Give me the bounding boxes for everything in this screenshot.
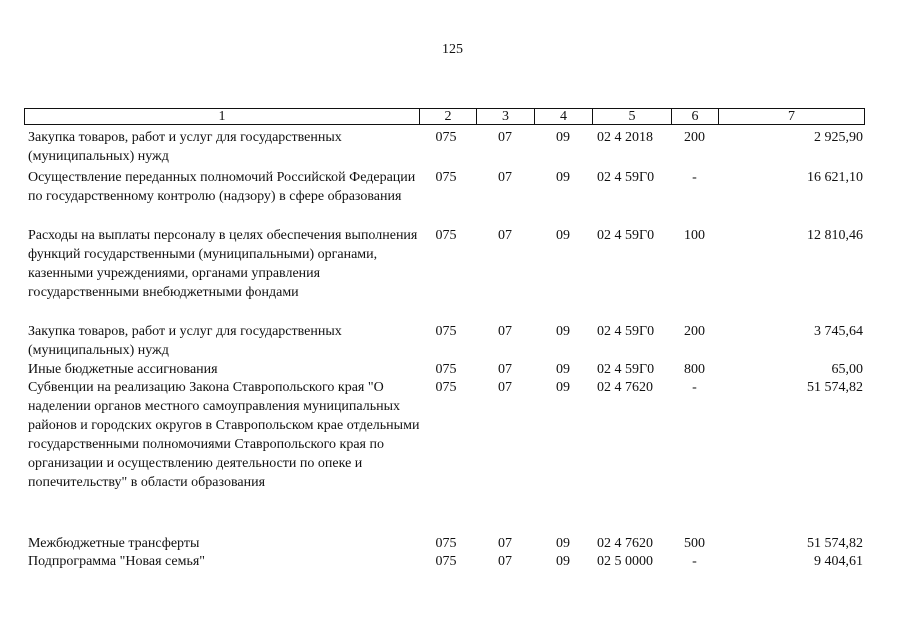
row-col-5: 02 4 59Г0 (597, 324, 655, 339)
row-col-2: 075 (435, 170, 457, 185)
row-col-7: 51 574,82 (807, 536, 863, 551)
row-col-4: 09 (556, 228, 570, 243)
row-col-7: 9 404,61 (814, 554, 863, 569)
row-col-2: 075 (435, 362, 457, 377)
row-col-5: 02 4 59Г0 (597, 362, 655, 377)
row-name: Подпрограмма "Новая семья" (28, 554, 206, 569)
row-col-6: 200 (684, 130, 705, 145)
row-name: Закупка товаров, работ и услуг для государственных (муниципальных) нужд (28, 130, 342, 164)
row-col-7: 3 745,64 (814, 324, 863, 339)
row-col-3: 07 (498, 324, 512, 339)
header-col-1: 1 (24, 108, 420, 125)
row-col-6: 800 (684, 362, 705, 377)
row-col-3: 07 (498, 536, 512, 551)
row-col-4: 09 (556, 324, 570, 339)
row-col-7: 16 621,10 (807, 170, 863, 185)
row-col-4: 09 (556, 380, 570, 395)
row-col-3: 07 (498, 362, 512, 377)
row-col-3: 07 (498, 554, 512, 569)
row-col-6: - (692, 170, 697, 185)
row-col-7: 51 574,82 (807, 380, 863, 395)
row-name: Субвенции на реализацию Закона Ставропольского края "О наделении органов местного самоуправления муниципальных районов и городских округов в Ставропольском крае отдельными государственными полномочиями Ставропольского края по организации и осуществлению деятельности по опеке и попечительству" в области образования (28, 380, 420, 490)
row-col-2: 075 (435, 130, 457, 145)
row-col-2: 075 (435, 554, 457, 569)
row-name: Иные бюджетные ассигнования (28, 362, 218, 377)
row-col-3: 07 (498, 380, 512, 395)
row-col-7: 2 925,90 (814, 130, 863, 145)
row-col-2: 075 (435, 380, 457, 395)
row-col-4: 09 (556, 170, 570, 185)
row-col-6: - (692, 554, 697, 569)
header-col-7: 7 (718, 108, 865, 125)
row-col-5: 02 4 2018 (597, 130, 653, 145)
row-col-5: 02 4 7620 (597, 536, 653, 551)
row-col-2: 075 (435, 536, 457, 551)
row-col-3: 07 (498, 170, 512, 185)
header-col-3: 3 (476, 108, 535, 125)
row-col-4: 09 (556, 554, 570, 569)
row-name: Осуществление переданных полномочий Российской Федерации по государственному контролю (надзору) в сфере образования (28, 170, 416, 204)
row-name: Закупка товаров, работ и услуг для государственных (муниципальных) нужд (28, 324, 342, 358)
row-name: Расходы на выплаты персоналу в целях обеспечения выполнения функций государственными (муниципальными) органами, казенными учреждениями, органами управления государственными внебюджетными фондами (28, 228, 418, 300)
row-col-5: 02 4 59Г0 (597, 228, 655, 243)
page-number: 125 (442, 42, 463, 57)
row-col-4: 09 (556, 130, 570, 145)
row-col-6: - (692, 380, 697, 395)
row-col-7: 65,00 (831, 362, 863, 377)
header-col-6: 6 (671, 108, 719, 125)
row-col-7: 12 810,46 (807, 228, 863, 243)
row-col-5: 02 4 7620 (597, 380, 653, 395)
header-col-5: 5 (592, 108, 672, 125)
row-col-6: 100 (684, 228, 705, 243)
row-col-6: 500 (684, 536, 705, 551)
row-col-5: 02 4 59Г0 (597, 170, 655, 185)
row-name: Межбюджетные трансферты (28, 536, 200, 551)
row-col-2: 075 (435, 228, 457, 243)
row-col-3: 07 (498, 130, 512, 145)
row-col-4: 09 (556, 536, 570, 551)
row-col-2: 075 (435, 324, 457, 339)
row-col-6: 200 (684, 324, 705, 339)
row-col-4: 09 (556, 362, 570, 377)
row-col-3: 07 (498, 228, 512, 243)
row-col-5: 02 5 0000 (597, 554, 653, 569)
header-col-2: 2 (419, 108, 477, 125)
header-col-4: 4 (534, 108, 593, 125)
